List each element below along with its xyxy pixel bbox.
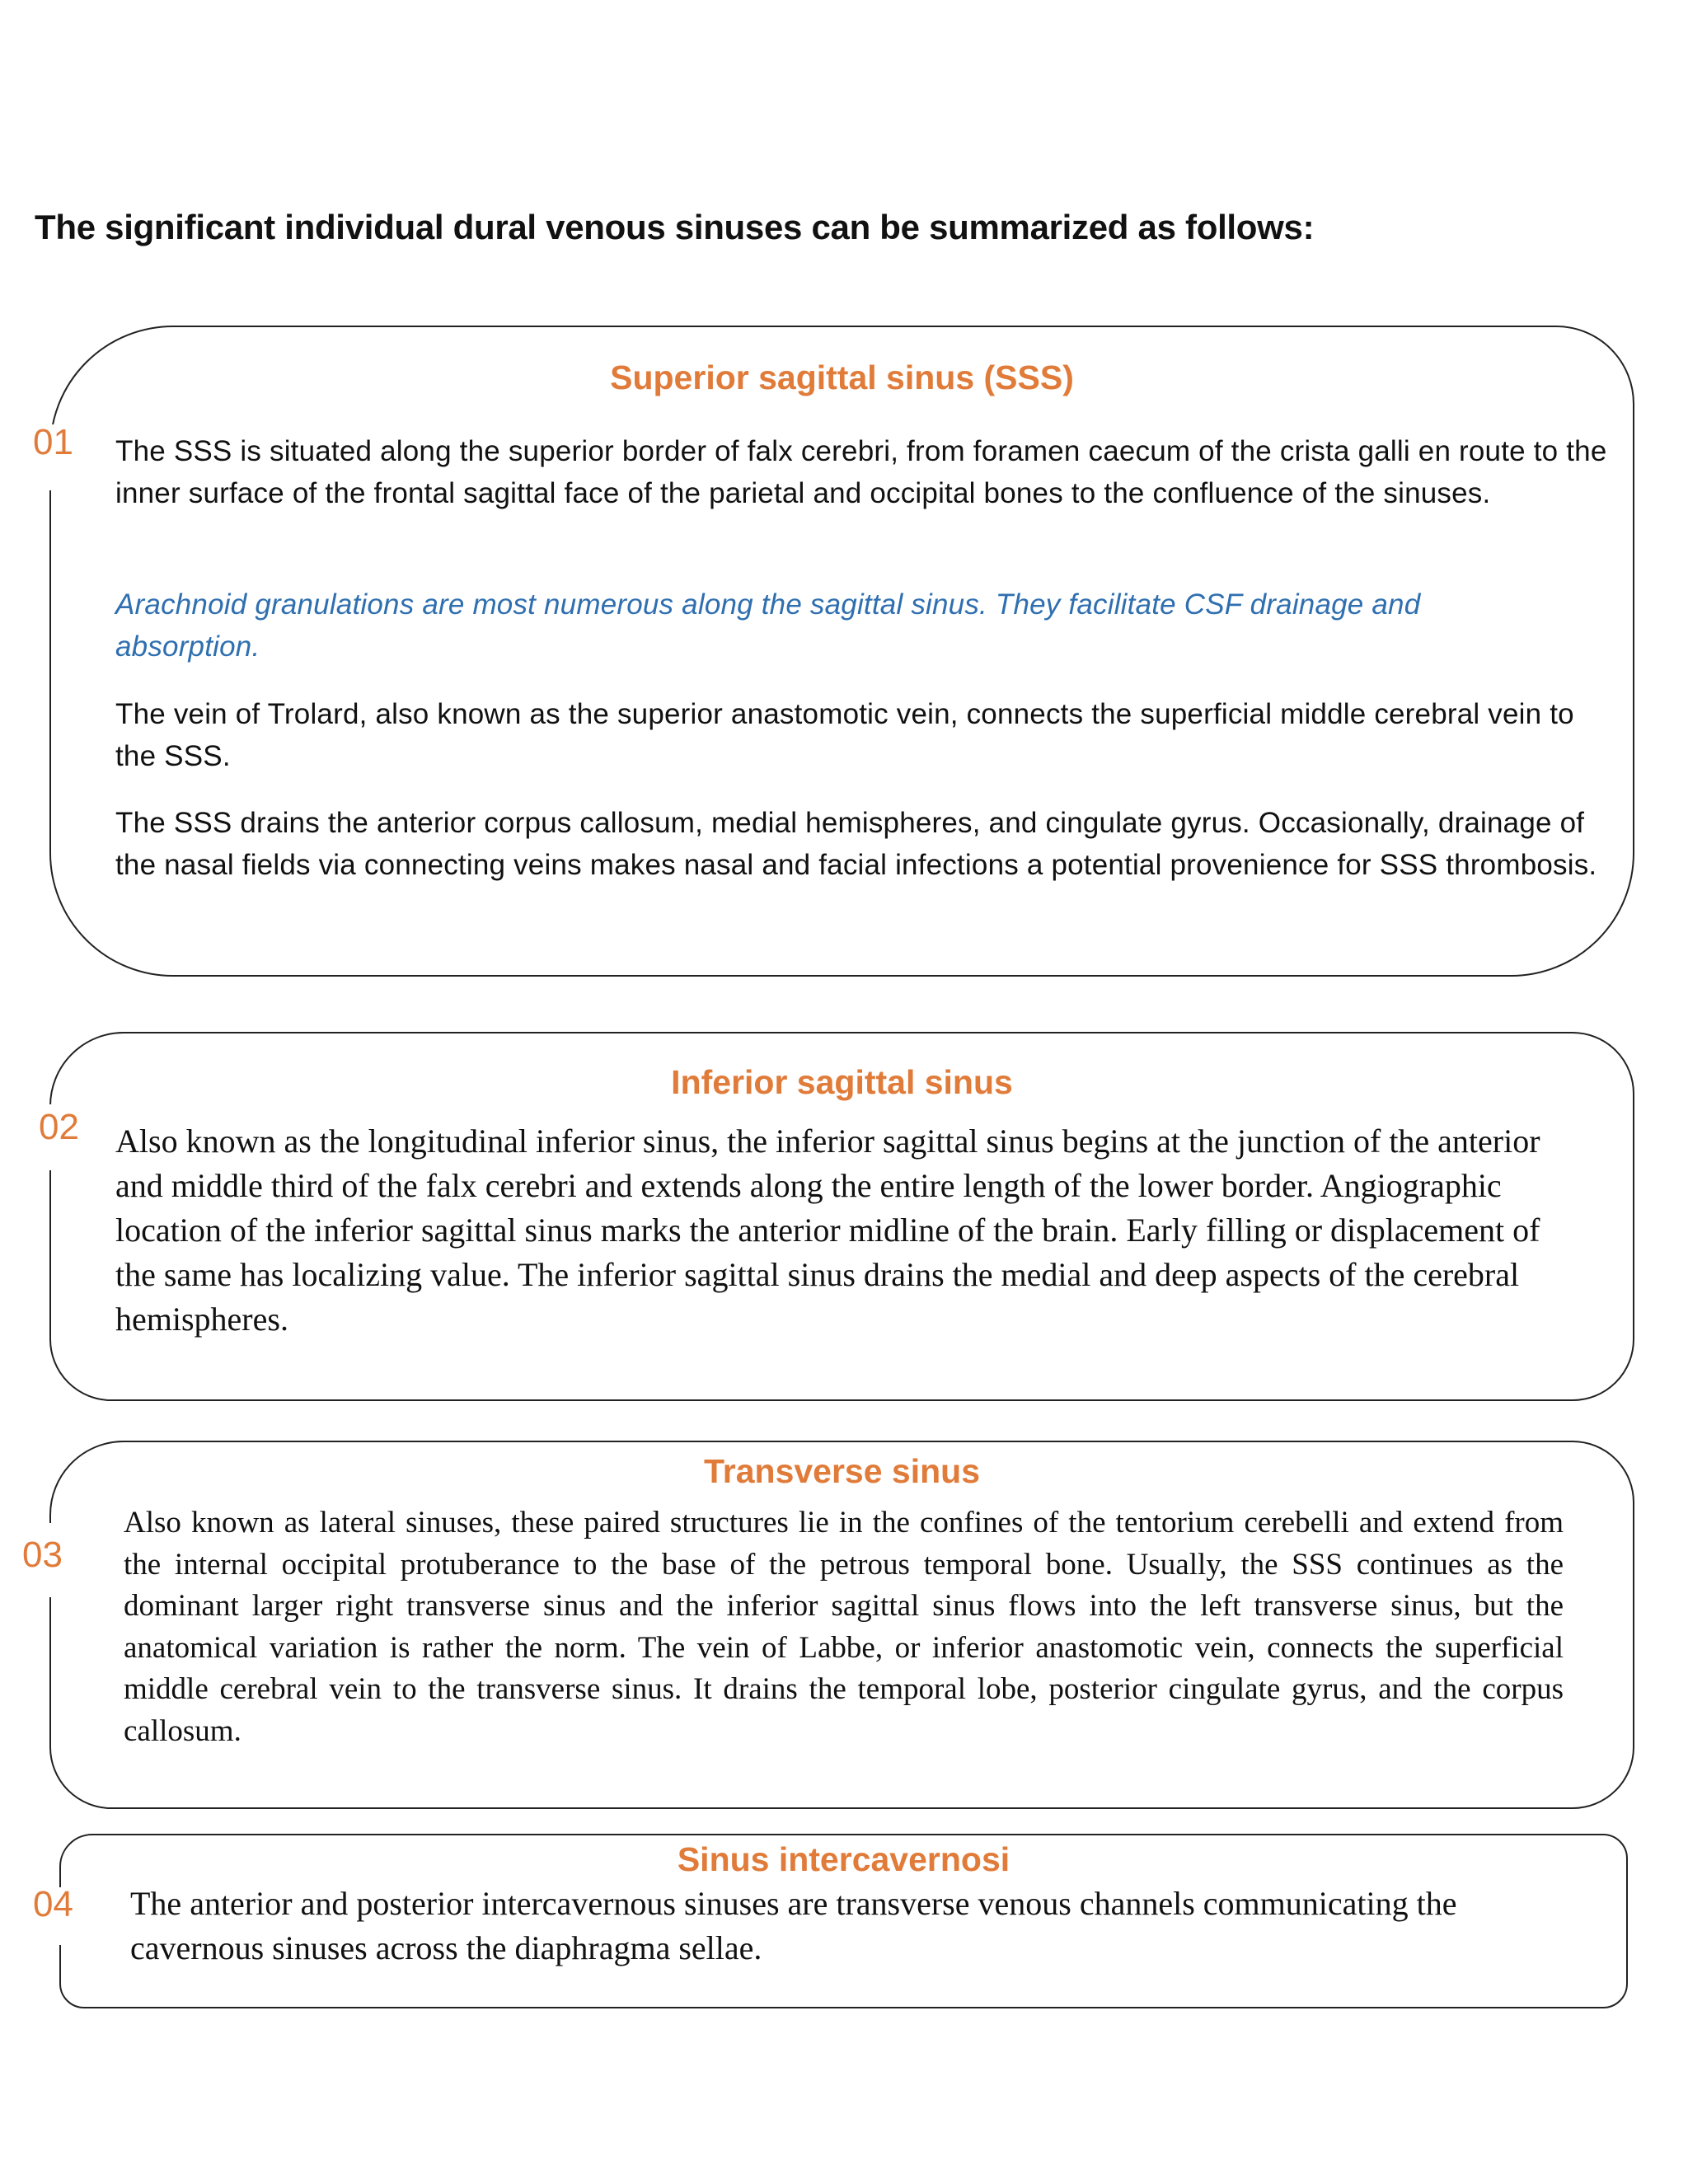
- section-paragraph: Also known as lateral sinuses, these paired structures lie in the confines of the tentorium cerebelli and extend from the internal occipital protuberance to the base of the petrous temporal bone. Usually, the SSS continues as the dominant larger right transverse sinus and the inferior sagittal sinus flows into the left transverse sinus, but the anatomical variation is rather the norm. The vein of Labbe, or inferior anastomotic vein, connects the superficial middle cerebral vein to the transverse sinus. It drains the temporal lobe, posterior cingulate gyrus, and the corpus callosum.: [124, 1506, 1564, 1748]
- section-paragraph: The vein of Trolard, also known as the superior anastomotic vein, connects the superficial middle cerebral vein to the SSS.: [115, 698, 1574, 772]
- section-number: 04: [33, 1884, 73, 1924]
- section-paragraph: Also known as the longitudinal inferior sinus, the inferior sagittal sinus begins at the junction of the anterior and middle third of the falx cerebri and extends along the entire length of the lower border. Angiographic location of the inferior sagittal sinus marks the anterior midline of the brain. Early filling or displacement of the same has localizing value. The inferior sagittal sinus drains the medial and deep aspects of the cerebral hemispheres.: [115, 1122, 1540, 1338]
- section-title: Inferior sagittal sinus: [671, 1063, 1013, 1101]
- section-paragraph: The SSS is situated along the superior border of falx cerebri, from foramen caecum of the crista galli en route to the inner surface of the frontal sagittal face of the parietal and occipital bones to the confluence of the sinuses.: [115, 435, 1607, 509]
- section-paragraph: The anterior and posterior intercavernous sinuses are transverse venous channels communicating the cavernous sinuses across the diaphragma sellae.: [130, 1885, 1457, 1966]
- section-number: 02: [39, 1107, 79, 1147]
- section-note: Arachnoid granulations are most numerous along the sagittal sinus. They facilitate CSF drainage and absorption.: [115, 588, 1421, 663]
- section-paragraph: The SSS drains the anterior corpus callosum, medial hemispheres, and cingulate gyrus. Occasionally, drainage of the nasal fields via connecting veins makes nasal and facial infections a potential provenience for SSS thrombosis.: [115, 807, 1597, 881]
- section-number: 03: [22, 1535, 63, 1575]
- intro-heading: The significant individual dural venous sinuses can be summarized as follows:: [35, 208, 1315, 246]
- section-title: Sinus intercavernosi: [677, 1840, 1010, 1878]
- section-title: Transverse sinus: [703, 1452, 981, 1490]
- section-number: 01: [33, 422, 73, 462]
- section-title: Superior sagittal sinus (SSS): [610, 359, 1074, 396]
